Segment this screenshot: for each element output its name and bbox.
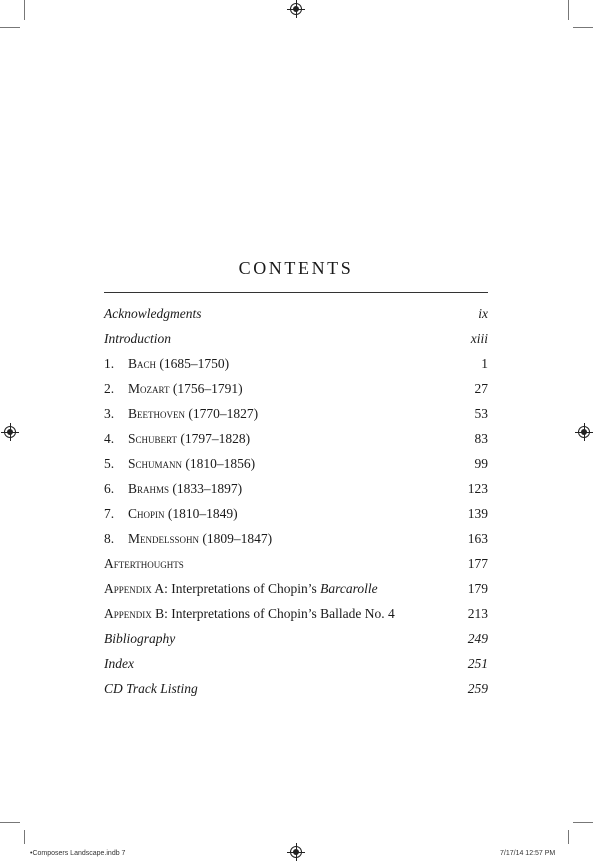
toc-entry xyxy=(104,506,488,531)
toc-entry-title xyxy=(104,631,175,647)
toc-entry-title xyxy=(104,481,242,497)
toc-entry-page: 1 xyxy=(481,356,488,371)
toc-entry-number: 2. xyxy=(104,381,115,396)
registration-mark-bottom-icon xyxy=(290,846,302,858)
crop-mark-top-right-h xyxy=(573,27,593,28)
crop-mark-bottom-left-h xyxy=(0,822,20,823)
toc-entry-page: 251 xyxy=(467,656,488,671)
toc-entry-page: 53 xyxy=(474,406,488,421)
toc-entry xyxy=(104,381,488,406)
toc-entry-title-text: Bach (1685–1750) xyxy=(128,356,230,371)
toc-entry-title xyxy=(104,581,378,597)
toc-entry xyxy=(104,531,488,556)
toc-entry-page: 259 xyxy=(467,681,488,696)
toc-entry-page: 177 xyxy=(467,556,488,571)
toc-entry-title xyxy=(104,381,243,397)
crop-mark-top-right-v xyxy=(568,0,569,20)
crop-mark-bottom-left-v xyxy=(24,830,25,844)
toc-entry-title-text: Schumann (1810–1856) xyxy=(128,456,256,471)
toc-entry-title-text: Beethoven (1770–1827) xyxy=(128,406,259,421)
toc-entry-title xyxy=(104,306,201,322)
toc-entry-page: 27 xyxy=(474,381,488,396)
crop-mark-bottom-right-h xyxy=(573,822,593,823)
toc-entry xyxy=(104,556,488,581)
toc-entry-page: xiii xyxy=(470,331,488,346)
toc-entry-title-text: Mozart (1756–1791) xyxy=(128,381,243,396)
toc-entry xyxy=(104,406,488,431)
registration-mark-left-icon xyxy=(4,426,16,438)
toc-entry-page: 83 xyxy=(474,431,488,446)
toc-entry-title-text: Afterthoughts xyxy=(104,556,184,571)
toc-entry xyxy=(104,456,488,481)
toc-entry xyxy=(104,606,488,631)
toc-entry-page: 139 xyxy=(467,506,488,521)
toc-entry xyxy=(104,631,488,656)
toc-entry-title-rest: : Interpretations of Chopin’s Ballade No. 4 xyxy=(164,606,395,621)
toc-entry-page: ix xyxy=(478,306,488,321)
toc-entry xyxy=(104,656,488,681)
toc-entry-page: 163 xyxy=(467,531,488,546)
slug-right: 7/17/14 12:57 PM xyxy=(500,850,556,857)
toc-entry xyxy=(104,681,488,706)
toc-entry-number: 8. xyxy=(104,531,115,546)
title-rule xyxy=(104,292,488,293)
toc-entry-title-text: Introduction xyxy=(104,331,171,346)
toc-entry-title-text: Index xyxy=(104,656,134,671)
toc-entry-number: 1. xyxy=(104,356,115,371)
toc-entry-number: 6. xyxy=(104,481,115,496)
toc-entry-title xyxy=(104,406,258,422)
toc-entry-page: 99 xyxy=(474,456,488,471)
toc-entry-title xyxy=(104,531,272,547)
toc-entry xyxy=(104,306,488,331)
toc-entry-title-text: Appendix B xyxy=(104,606,165,621)
toc-entry-title xyxy=(104,606,395,622)
toc-entry-title xyxy=(104,656,134,672)
crop-mark-top-left-v xyxy=(24,0,25,20)
toc-entry-title xyxy=(104,331,171,347)
toc-entry-number: 5. xyxy=(104,456,115,471)
toc-entry-title xyxy=(104,356,229,372)
toc-entry xyxy=(104,581,488,606)
registration-mark-top-icon xyxy=(290,3,302,15)
toc-entry-title-text: Brahms (1833–1897) xyxy=(128,481,243,496)
toc-entry-title xyxy=(104,556,184,572)
toc-entry-title-text: Chopin (1810–1849) xyxy=(128,506,238,521)
toc-entry-title-text: Bibliography xyxy=(104,631,176,646)
registration-mark-right-icon xyxy=(578,426,590,438)
toc-entry-title-rest: : Interpretations of Chopin’s xyxy=(164,581,321,596)
toc-entry-title xyxy=(104,431,250,447)
toc-entry-title-text: Schubert (1797–1828) xyxy=(128,431,251,446)
page-title: CONTENTS xyxy=(238,258,354,278)
toc-entry-page: 249 xyxy=(467,631,488,646)
toc-entry xyxy=(104,481,488,506)
toc-entry-number: 4. xyxy=(104,431,115,446)
toc-entry-page: 213 xyxy=(467,606,488,621)
toc-entry-title-text: Appendix A xyxy=(104,581,165,596)
toc-entry-title-text: Mendelssohn (1809–1847) xyxy=(128,531,273,546)
toc-entry-title xyxy=(104,681,198,697)
toc-entry-title-text: Acknowledgments xyxy=(104,306,202,321)
crop-mark-bottom-right-v xyxy=(568,830,569,844)
toc-entry xyxy=(104,356,488,381)
toc-entry-number: 3. xyxy=(104,406,115,421)
crop-mark-top-left-h xyxy=(0,27,20,28)
toc-entry xyxy=(104,331,488,356)
toc-entry-title xyxy=(104,456,255,472)
toc-entry-number: 7. xyxy=(104,506,115,521)
slug-left: •Composers Landscape.indb 7 xyxy=(30,850,126,857)
toc-entry-title xyxy=(104,506,238,522)
table-of-contents xyxy=(104,306,488,706)
toc-entry xyxy=(104,431,488,456)
toc-entry-page: 179 xyxy=(467,581,488,596)
toc-entry-title-italic: Barcarolle xyxy=(320,581,378,596)
toc-entry-page: 123 xyxy=(467,481,488,496)
toc-entry-title-text: CD Track Listing xyxy=(104,681,198,696)
